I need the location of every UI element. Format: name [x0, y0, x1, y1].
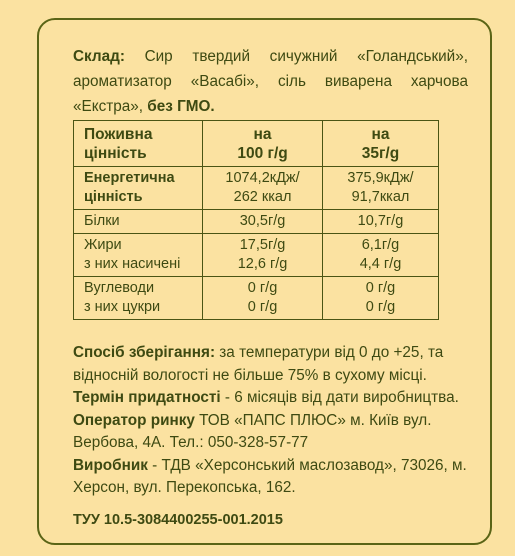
product-info: [73, 342, 473, 500]
composition-ingredients: Сир твердий сичужний «Голандський», ароматизатор «Васабі», сіль виварена харчова «Екстра»,: [73, 48, 468, 115]
value-100g: 1074,2кДж/ 262 ккал: [203, 167, 323, 210]
value-35g: 375,9кДж/ 91,7ккал: [322, 167, 438, 210]
value-35g: 6,1г/g 4,4 г/g: [322, 234, 438, 277]
gmo-note: без ГМО.: [147, 98, 215, 115]
table-row-energy: [74, 167, 439, 210]
manufacturer: Виробник - ТДВ «Херсонський маслозавод», 73026, м. Херсон, вул. Перекопська, 162.: [73, 456, 467, 496]
nutrient-name: Вуглеводи з них цукри: [74, 277, 203, 320]
nutrient-name: Жири з них насичені: [74, 234, 203, 277]
composition-text: [73, 44, 468, 119]
header-per-35g: на 35г/g: [322, 121, 438, 167]
composition-label: Склад:: [73, 48, 125, 65]
table-row-carbs: [74, 277, 439, 320]
shelf-life: Термін придатності - 6 місяців від дати виробництва.: [73, 389, 459, 406]
nutrition-table: [73, 120, 439, 320]
table-row-fat: [74, 234, 439, 277]
nutrient-name: Енергетична цінність: [74, 167, 203, 210]
storage-conditions: Спосіб зберігання: за температури від 0 до +25, та відносній вологості не більше 75% в сухому місці.: [73, 344, 444, 384]
nutrition-header-row: [74, 121, 439, 167]
header-nutrient: Поживна цінність: [74, 121, 203, 167]
value-100g: 0 г/g 0 г/g: [203, 277, 323, 320]
value-100g: 17,5г/g 12,6 г/g: [203, 234, 323, 277]
standard-code: ТУУ 10.5-3084400255-001.2015: [73, 512, 283, 528]
table-row-protein: [74, 210, 439, 234]
market-operator: Оператор ринку ТОВ «ПАПС ПЛЮС» м. Київ вул. Вербова, 4А. Тел.: 050-328-57-77: [73, 411, 432, 451]
header-per-100g: на 100 г/g: [203, 121, 323, 167]
value-100g: 30,5г/g: [203, 210, 323, 234]
value-35g: 10,7г/g: [322, 210, 438, 234]
value-35g: 0 г/g 0 г/g: [322, 277, 438, 320]
nutrient-name: Білки: [74, 210, 203, 234]
